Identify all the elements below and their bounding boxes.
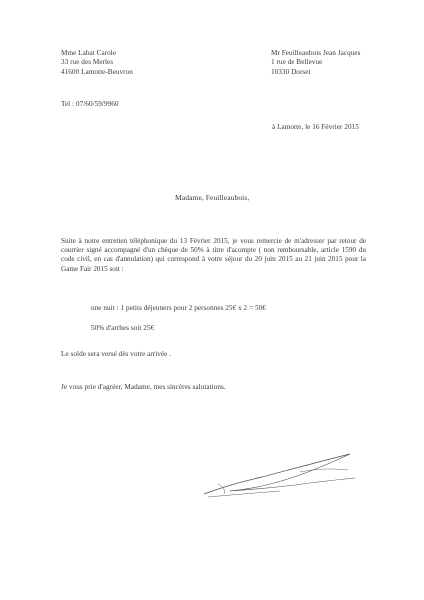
closing-line: Je vous prie d'agréer, Madame, mes sincères salutations. [61, 383, 226, 391]
recipient-name: Mr Feuilleaubois Jean Jacques [271, 49, 361, 57]
recipient-city: 10330 Dorset [271, 67, 311, 76]
sender-name: Mme Labat Carole [61, 49, 117, 57]
sender-address-block [61, 49, 133, 77]
deposit-line: 50% d'arrhes soit 25€ [91, 324, 155, 332]
balance-line: Le solde sera versé dès votre arrivée . [61, 350, 172, 358]
sender-city: 41600 Lamotte-Beuvron [61, 67, 133, 76]
sender-street: 33 rue des Merles [61, 58, 114, 67]
recipient-street: 1 rue de Bellevue [271, 58, 323, 67]
handwritten-signature [200, 444, 360, 504]
price-calculation: une nuit : 1 petits déjeuners pour 2 personnes 25€ x 2 = 50€ [91, 304, 266, 312]
place-and-date: à Lamotte, le 16 Février 2015 [272, 123, 359, 131]
body-paragraph: Suite à notre entretien téléphonique du 13 Février 2015, je vous remercie de m'adresser par retour de courrier signé accompagné d'un chèque de 50% à titre d'acompte ( non remboursable, article 1590 du code civil, en cas d'annulation) qui correspond à votre séjour du 20 juin 2015 au 21 juin 2015 pour la Game Fair 2015 soit : [61, 237, 366, 273]
recipient-address-block [271, 49, 360, 77]
salutation: Madame, Feuilleaubois, [175, 193, 250, 202]
sender-phone: Tel : 07/60/59/9960 [61, 100, 119, 108]
